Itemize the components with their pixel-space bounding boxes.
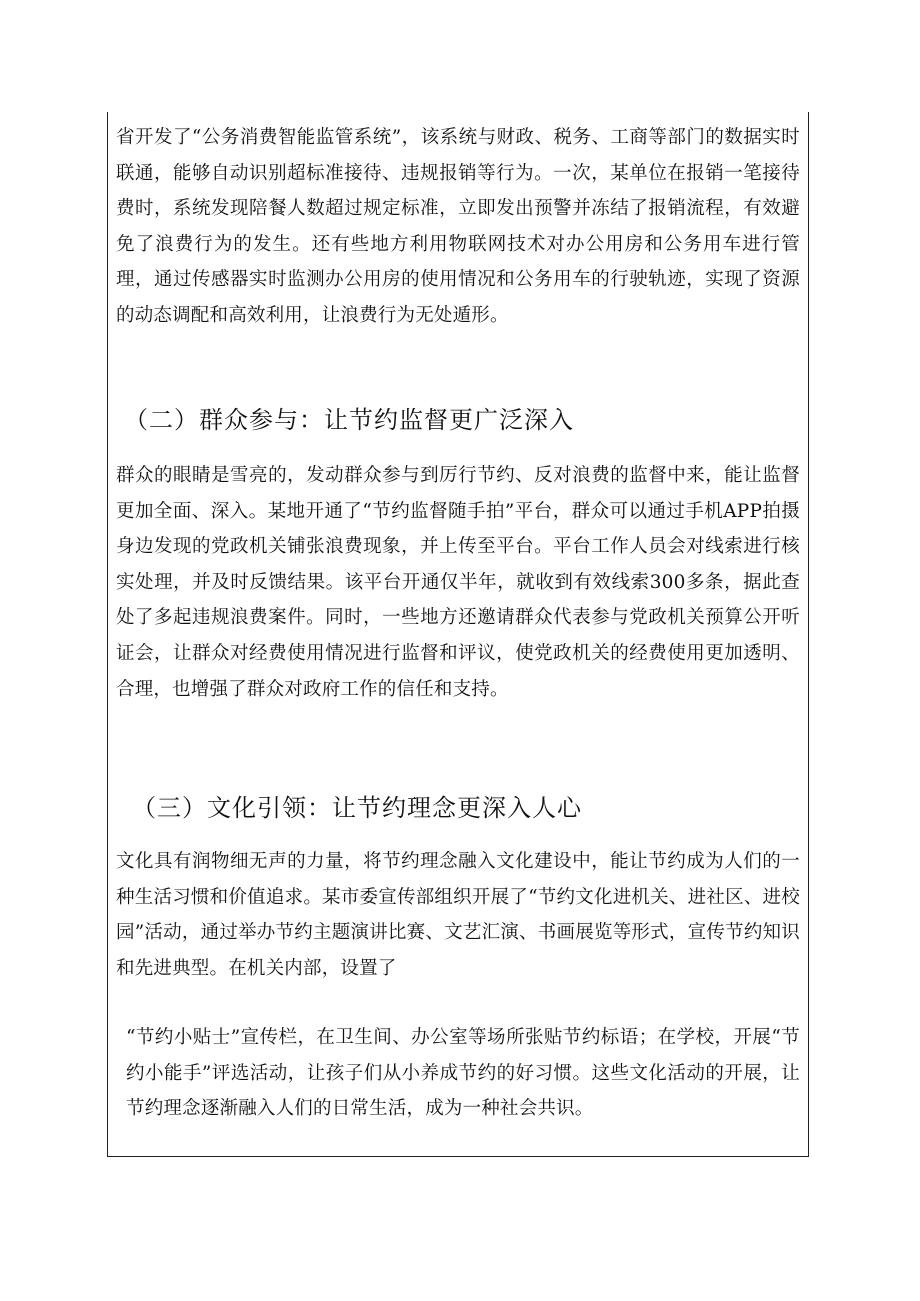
paragraph-cultural-guidance: 文化具有润物细无声的力量，将节约理念融入文化建设中，能让节约成为人们的一种生活习惯和价值追求。某市委宣传部组织开展了“节约文化进机关、进社区、进校园”活动，通过举办节约主题演讲比赛、文艺汇演、书画展览等形式，宣传节约知识和先进典型。在机关内部，设置了	[116, 851, 800, 979]
paragraph-public-participation: 群众的眼睛是雪亮的，发动群众参与到厉行节约、反对浪费的监督中来，能让监督更加全面、深入。某地开通了“节约监督随手拍”平台，群众可以通过手机APP拍摄身边发现的党政机关铺张浪费现象，并上传至平台。平台工作人员会对线索进行核实处理，并及时反馈结果。该平台开通仅半年，就收到有效线索300多条，据此查处了多起违规浪费案件。同时，一些地方还邀请群众代表参与党政机关预算公开听证会，让群众对经费使用情况进行监督和评议，使党政机关的经费使用更加透明、合理，也增强了群众对政府工作的信任和支持。	[116, 465, 800, 700]
paragraph-cultural-continuation: “节约小贴士”宣传栏，在卫生间、办公室等场所张贴节约标语；在学校，开展“节约小能手”评选活动，让孩子们从小养成节约的好习惯。这些文化活动的开展，让节约理念逐渐融入人们的日常生活，成为一种社会共识。	[126, 1027, 800, 1120]
paragraph-smart-supervision: 省开发了“公务消费智能监管系统”，该系统与财政、税务、工商等部门的数据实时联通，能够自动识别超标准接待、违规报销等行为。一次，某单位在报销一笔接待费时，系统发现陪餐人数超过规定标准，立即发出预警并冻结了报销流程，有效避免了浪费行为的发生。还有些地方利用物联网技术对办公用房和公务用车进行管理，通过传感器实时监测办公用房的使用情况和公务用车的行驶轨迹，实现了资源的动态调配和高效利用，让浪费行为无处遁形。	[116, 127, 800, 326]
heading-cultural-guidance: （三）文化引领：让节约理念更深入人心	[132, 794, 582, 822]
heading-public-participation: （二）群众参与：让节约监督更广泛深入	[124, 406, 574, 434]
